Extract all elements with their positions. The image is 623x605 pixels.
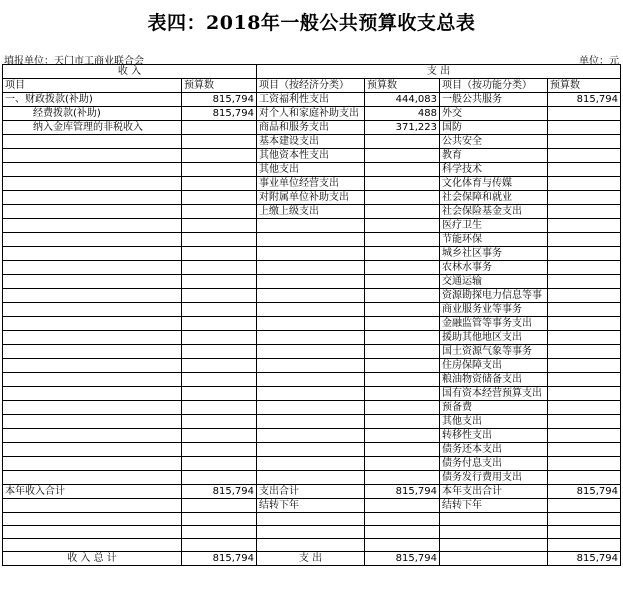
income-amount: 815,794 [182,107,257,121]
econ-amount [365,275,440,289]
currency-unit: 单位：元 [579,56,619,67]
empty-cell [257,539,365,552]
income-item [3,275,182,289]
empty-cell [548,513,621,526]
econ-item [257,303,365,317]
func-item: 农林水事务 [440,261,548,275]
econ-amount [365,359,440,373]
income-item [3,429,182,443]
func-amount [548,135,621,149]
empty-cell [548,539,621,552]
func-item: 援助其他地区支出 [440,331,548,345]
func-amount [548,121,621,135]
func-item: 科学技术 [440,163,548,177]
table-row [3,107,621,121]
income-item [3,387,182,401]
econ-subtotal-label: 支出合计 [257,485,365,499]
table-row [3,359,621,373]
func-amount: 815,794 [548,93,621,107]
func-item: 粮油物资储备支出 [440,373,548,387]
func-amount [548,401,621,415]
table-row [3,205,621,219]
income-item [3,331,182,345]
income-amount [182,289,257,303]
table-row [3,275,621,289]
income-amount [182,345,257,359]
income-amount [182,457,257,471]
grand-total-row [3,552,621,566]
subtotal-row [3,485,621,499]
table-row [3,443,621,457]
expense-total-label: 支 出 [257,552,365,566]
func-amount [548,303,621,317]
func-total-amount: 815,794 [548,552,621,566]
income-amount [182,415,257,429]
func-item: 住房保障支出 [440,359,548,373]
func-amount [548,261,621,275]
income-amount [182,303,257,317]
income-item [3,177,182,191]
econ-amount [365,289,440,303]
expense-total-amount: 815,794 [365,552,440,566]
func-item: 债务付息支出 [440,457,548,471]
table-row [3,219,621,233]
empty-cell [440,552,548,566]
func-amount [548,289,621,303]
econ-amount [365,261,440,275]
econ-amount [365,205,440,219]
table-row [3,261,621,275]
col-income-item: 项目 [3,79,182,93]
income-item [3,401,182,415]
income-item [3,415,182,429]
income-amount [182,331,257,345]
econ-item: 基本建设支出 [257,135,365,149]
econ-item [257,219,365,233]
income-item [3,261,182,275]
column-header-row [3,79,621,93]
income-item [3,373,182,387]
empty-cell [257,526,365,539]
func-item: 国有资本经营预算支出 [440,387,548,401]
income-item [3,163,182,177]
func-item: 社会保障和就业 [440,191,548,205]
econ-item [257,331,365,345]
econ-amount: 444,083 [365,93,440,107]
func-item: 其他支出 [440,415,548,429]
func-amount [548,247,621,261]
econ-amount [365,429,440,443]
col-func-amount: 预算数 [548,79,621,93]
econ-amount: 371,223 [365,121,440,135]
table-row [3,135,621,149]
table-row [3,177,621,191]
empty-cell [182,513,257,526]
income-item [3,247,182,261]
income-item [3,303,182,317]
table-row [3,317,621,331]
income-amount [182,121,257,135]
func-amount [548,149,621,163]
econ-amount [365,345,440,359]
income-subtotal-amount: 815,794 [182,485,257,499]
econ-amount [365,149,440,163]
econ-item [257,261,365,275]
income-amount [182,135,257,149]
func-subtotal-label: 本年支出合计 [440,485,548,499]
econ-item [257,387,365,401]
econ-item [257,429,365,443]
empty-cell [365,499,440,513]
income-amount [182,401,257,415]
econ-item: 商品和服务支出 [257,121,365,135]
col-func-item: 项目（按功能分类） [440,79,548,93]
func-item: 债务发行费用支出 [440,471,548,485]
expense-group-header: 支 出 [257,65,621,79]
econ-item [257,275,365,289]
econ-amount [365,471,440,485]
income-total-amount: 815,794 [182,552,257,566]
econ-amount [365,373,440,387]
income-item [3,149,182,163]
income-item [3,317,182,331]
col-econ-amount: 预算数 [365,79,440,93]
econ-item [257,471,365,485]
func-item: 一般公共服务 [440,93,548,107]
income-amount [182,205,257,219]
income-amount [182,261,257,275]
econ-item [257,289,365,303]
econ-amount [365,191,440,205]
income-item [3,233,182,247]
empty-cell [3,499,182,513]
func-amount [548,471,621,485]
econ-amount [365,163,440,177]
income-item [3,359,182,373]
func-item: 教育 [440,149,548,163]
econ-item [257,345,365,359]
col-econ-item: 项目（按经济分类） [257,79,365,93]
func-item: 转移性支出 [440,429,548,443]
income-amount [182,429,257,443]
income-item [3,219,182,233]
empty-cell [3,513,182,526]
table-row [3,247,621,261]
func-item: 国土资源气象等事务 [440,345,548,359]
table-row [3,303,621,317]
econ-carry-label: 结转下年 [257,499,365,513]
empty-cell [548,499,621,513]
econ-amount [365,443,440,457]
func-item: 社会保险基金支出 [440,205,548,219]
func-item: 公共安全 [440,135,548,149]
func-item: 债务还本支出 [440,443,548,457]
func-item: 城乡社区事务 [440,247,548,261]
income-item [3,471,182,485]
income-amount [182,247,257,261]
table-row [3,233,621,247]
econ-item [257,233,365,247]
empty-cell [365,513,440,526]
empty-cell [440,539,548,552]
econ-subtotal-amount: 815,794 [365,485,440,499]
income-amount [182,219,257,233]
econ-amount [365,317,440,331]
empty-cell [182,499,257,513]
income-subtotal-label: 本年收入合计 [3,485,182,499]
col-income-amount: 预算数 [182,79,257,93]
econ-amount [365,247,440,261]
income-amount: 815,794 [182,93,257,107]
income-amount [182,177,257,191]
econ-item: 其他资本性支出 [257,149,365,163]
func-amount [548,107,621,121]
econ-amount [365,219,440,233]
func-carry-label: 结转下年 [440,499,548,513]
table-row [3,289,621,303]
econ-item: 对个人和家庭补助支出 [257,107,365,121]
func-amount [548,177,621,191]
func-item: 交通运输 [440,275,548,289]
table-row [3,401,621,415]
table-row [3,93,621,107]
table-row [3,331,621,345]
func-amount [548,219,621,233]
func-amount [548,429,621,443]
group-header-row [3,65,621,79]
econ-item: 上缴上级支出 [257,205,365,219]
table-row [3,373,621,387]
income-item [3,289,182,303]
empty-cell [365,539,440,552]
budget-table [2,64,621,566]
func-amount [548,457,621,471]
func-amount [548,233,621,247]
econ-amount [365,401,440,415]
table-row [3,345,621,359]
econ-item: 工资福利性支出 [257,93,365,107]
table-row [3,121,621,135]
econ-item [257,359,365,373]
empty-cell [3,526,182,539]
income-amount [182,471,257,485]
econ-item: 事业单位经营支出 [257,177,365,191]
econ-item: 对附属单位补助支出 [257,191,365,205]
page-title: 表四：2018年一般公共预算收支总表 [147,12,476,34]
income-item: 一、财政拨款(补助) [3,93,182,107]
income-amount [182,275,257,289]
func-amount [548,373,621,387]
func-item: 预备费 [440,401,548,415]
income-item [3,443,182,457]
empty-cell [440,526,548,539]
table-row [3,457,621,471]
table-row [3,429,621,443]
econ-amount [365,135,440,149]
func-amount [548,317,621,331]
func-amount [548,331,621,345]
func-item: 节能环保 [440,233,548,247]
income-amount [182,359,257,373]
empty-cell [365,526,440,539]
econ-amount [365,387,440,401]
income-amount [182,233,257,247]
func-item: 资源勘探电力信息等事 [440,289,548,303]
table-row [3,471,621,485]
table-row [3,415,621,429]
econ-amount: 488 [365,107,440,121]
empty-cell [182,526,257,539]
econ-item [257,443,365,457]
income-item: 经费拨款(补助) [3,107,182,121]
income-amount [182,373,257,387]
income-item [3,191,182,205]
func-item: 金融监管等事务支出 [440,317,548,331]
econ-amount [365,331,440,345]
func-item: 外交 [440,107,548,121]
blank-row [3,539,621,552]
income-amount [182,191,257,205]
econ-amount [365,415,440,429]
income-item [3,457,182,471]
econ-amount [365,303,440,317]
income-item: 纳入金库管理的非税收入 [3,121,182,135]
func-item: 文化体育与传媒 [440,177,548,191]
reporting-unit: 填报单位：天门市工商业联合会 [4,56,144,67]
econ-item [257,401,365,415]
income-item [3,135,182,149]
table-row [3,191,621,205]
econ-item [257,373,365,387]
empty-cell [257,513,365,526]
income-group-header: 收 入 [3,65,257,79]
econ-item [257,247,365,261]
func-subtotal-amount: 815,794 [548,485,621,499]
func-amount [548,191,621,205]
carry-over-row [3,499,621,513]
econ-amount [365,457,440,471]
empty-cell [548,526,621,539]
func-item: 医疗卫生 [440,219,548,233]
blank-row [3,526,621,539]
func-item: 国防 [440,121,548,135]
func-amount [548,443,621,457]
econ-amount [365,177,440,191]
func-amount [548,163,621,177]
func-item: 商业服务业等事务 [440,303,548,317]
func-amount [548,415,621,429]
econ-amount [365,233,440,247]
table-row [3,387,621,401]
func-amount [548,387,621,401]
econ-item [257,317,365,331]
income-amount [182,387,257,401]
econ-item [257,415,365,429]
table-row [3,163,621,177]
income-item [3,345,182,359]
func-amount [548,205,621,219]
income-total-label: 收 入 总 计 [3,552,182,566]
empty-cell [182,539,257,552]
func-amount [548,345,621,359]
empty-cell [3,539,182,552]
income-amount [182,317,257,331]
econ-item [257,457,365,471]
income-amount [182,163,257,177]
income-amount [182,149,257,163]
empty-cell [440,513,548,526]
income-amount [182,443,257,457]
blank-row [3,513,621,526]
income-item [3,205,182,219]
func-amount [548,275,621,289]
econ-item: 其他支出 [257,163,365,177]
table-row [3,149,621,163]
func-amount [548,359,621,373]
